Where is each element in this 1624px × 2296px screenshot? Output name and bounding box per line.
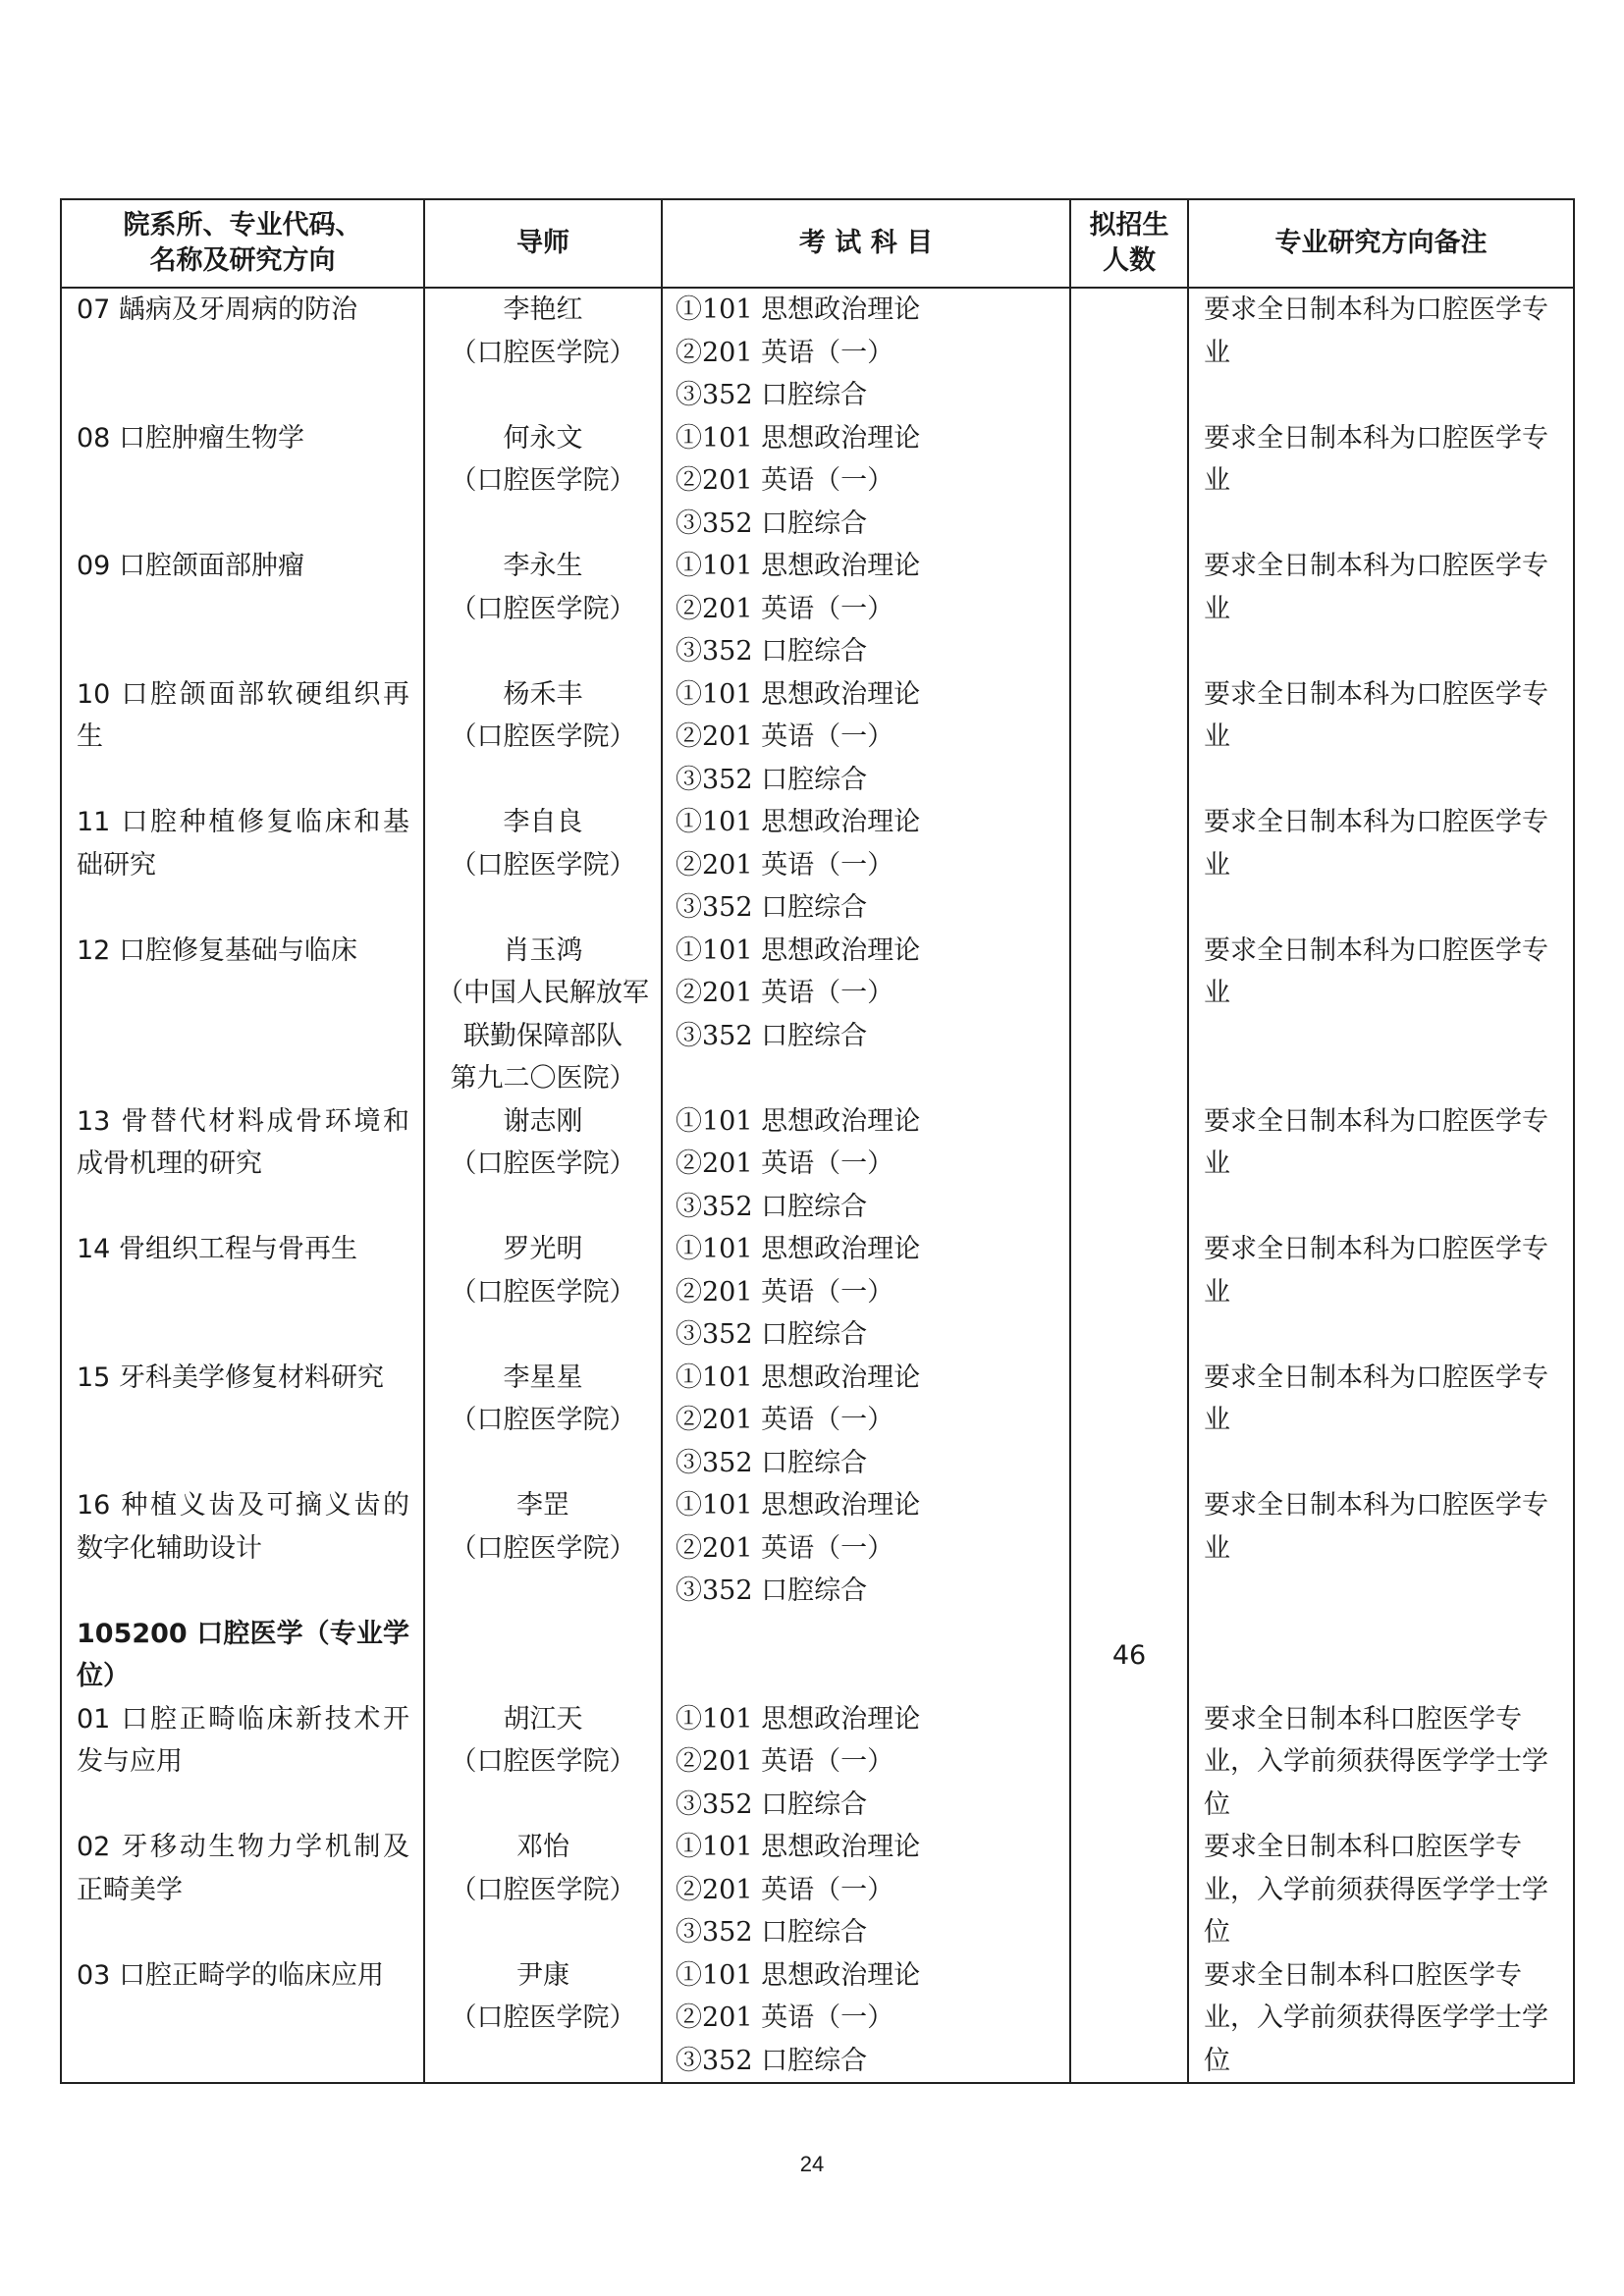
tutor-affiliation: （口腔医学院） <box>450 593 636 624</box>
notes-cell: 要求全日制本科为口腔医学专业 <box>1188 801 1574 930</box>
tutor-cell <box>424 1954 662 2084</box>
exam-subject: ①101 思想政治理论 <box>676 1959 921 1991</box>
exam-subject: ①101 思想政治理论 <box>676 807 921 837</box>
exam-subjects-cell <box>662 417 1070 546</box>
tutor-affiliation: （口腔医学院） <box>450 849 636 881</box>
exam-subject: ②201 英语（一） <box>676 593 894 624</box>
exam-subjects-cell <box>662 801 1070 930</box>
tutor-affiliation: （口腔医学院） <box>450 1874 636 1905</box>
notes-cell: 要求全日制本科为口腔医学专业 <box>1188 417 1574 546</box>
exam-subjects-cell <box>662 1484 1070 1613</box>
notes-cell: 要求全日制本科为口腔医学专业 <box>1188 1484 1574 1613</box>
direction-cell <box>61 801 424 930</box>
program-subjects-cell <box>662 1613 1070 1698</box>
program-cell <box>61 1613 424 1698</box>
exam-subject: ②201 英语（一） <box>676 1148 894 1179</box>
quota-cell <box>1070 1484 1188 1613</box>
table-body <box>61 288 1574 2083</box>
direction-name: 牙科美学修复材料研究 <box>118 1362 384 1393</box>
direction-code: 12 <box>77 934 111 966</box>
direction-name: 骨替代材料成骨环境和成骨机理的研究 <box>77 1105 409 1179</box>
direction-name: 口腔颌面部软硬组织再生 <box>77 678 409 752</box>
tutor-affiliation: （口腔医学院） <box>450 2002 636 2033</box>
exam-subject: ②201 英语（一） <box>676 465 894 496</box>
exam-subject: ③352 口腔综合 <box>676 1917 868 1948</box>
header-exam: 考 试 科 目 <box>662 199 1070 288</box>
notes-cell: 要求全日制本科为口腔医学专业 <box>1188 930 1574 1100</box>
exam-subject: ③352 口腔综合 <box>676 1020 868 1051</box>
exam-subject: ①101 思想政治理论 <box>676 1490 921 1521</box>
direction-code: 15 <box>77 1362 111 1393</box>
table-row <box>61 1484 1574 1613</box>
direction-name: 口腔颌面部肿瘤 <box>118 551 304 581</box>
exam-subject: ②201 英语（一） <box>676 1746 894 1777</box>
exam-subjects-cell <box>662 1228 1070 1357</box>
tutor-cell <box>424 1228 662 1357</box>
quota-cell <box>1070 545 1188 673</box>
quota-cell <box>1070 1954 1188 2084</box>
exam-subject: ①101 思想政治理论 <box>676 1703 921 1735</box>
exam-subjects-cell <box>662 545 1070 673</box>
tutor-name: 罗光明 <box>503 1234 583 1264</box>
tutor-cell <box>424 1357 662 1485</box>
tutor-affiliation: （口腔医学院） <box>450 721 636 752</box>
direction-cell <box>61 1484 424 1613</box>
tutor-name: 肖玉鸿 <box>503 934 583 966</box>
direction-cell <box>61 1357 424 1485</box>
quota-cell <box>1070 1100 1188 1229</box>
exam-subject: ②201 英语（一） <box>676 1405 894 1435</box>
table-row <box>61 1826 1574 1954</box>
quota-cell <box>1070 1826 1188 1954</box>
notes-cell: 要求全日制本科为口腔医学专业 <box>1188 1100 1574 1229</box>
direction-cell <box>61 1228 424 1357</box>
table-row <box>61 545 1574 673</box>
exam-subject: ③352 口腔综合 <box>676 380 868 410</box>
program-quota: 46 <box>1070 1613 1188 1698</box>
table-row <box>61 1357 1574 1485</box>
quota-cell <box>1070 1357 1188 1485</box>
exam-subject: ③352 口腔综合 <box>676 636 868 667</box>
direction-cell <box>61 288 424 417</box>
quota-cell <box>1070 673 1188 802</box>
tutor-cell <box>424 288 662 417</box>
notes-cell: 要求全日制本科口腔医学专业，入学前须获得医学学士学位 <box>1188 1698 1574 1827</box>
exam-subject: ③352 口腔综合 <box>676 1789 868 1820</box>
header-quota-line2: 人数 <box>1103 245 1156 276</box>
direction-name: 骨组织工程与骨再生 <box>118 1234 357 1264</box>
direction-cell <box>61 1698 424 1827</box>
direction-name: 口腔正畸学的临床应用 <box>118 1959 384 1991</box>
table-row <box>61 288 1574 417</box>
page-number: 24 <box>799 2152 825 2176</box>
table-row <box>61 417 1574 546</box>
header-direction <box>61 199 424 288</box>
direction-cell <box>61 930 424 1100</box>
header-notes: 专业研究方向备注 <box>1188 199 1574 288</box>
exam-subject: ①101 思想政治理论 <box>676 678 921 710</box>
exam-subject: ①101 思想政治理论 <box>676 1362 921 1393</box>
direction-code: 14 <box>77 1234 111 1264</box>
admissions-table <box>60 198 1575 2084</box>
quota-cell <box>1070 288 1188 417</box>
direction-code: 11 <box>77 807 111 837</box>
exam-subjects-cell <box>662 1826 1070 1954</box>
table-header-row <box>61 199 1574 288</box>
tutor-cell <box>424 1698 662 1827</box>
exam-subjects-cell <box>662 1100 1070 1229</box>
direction-code: 10 <box>77 678 111 710</box>
tutor-name: 何永文 <box>503 422 583 454</box>
exam-subject: ③352 口腔综合 <box>676 1575 868 1606</box>
tutor-cell <box>424 545 662 673</box>
exam-subject: ③352 口腔综合 <box>676 1319 868 1350</box>
exam-subjects-cell <box>662 1357 1070 1485</box>
tutor-cell <box>424 1484 662 1613</box>
exam-subjects-cell <box>662 1954 1070 2084</box>
tutor-affiliation: （口腔医学院） <box>450 1276 636 1308</box>
tutor-affiliation: （口腔医学院） <box>450 1532 636 1564</box>
direction-name: 口腔肿瘤生物学 <box>118 422 304 454</box>
tutor-affiliation: （口腔医学院） <box>450 1148 636 1179</box>
exam-subject: ②201 英语（一） <box>676 978 894 1008</box>
exam-subject: ③352 口腔综合 <box>676 507 868 539</box>
tutor-cell <box>424 930 662 1100</box>
tutor-name: 胡江天 <box>503 1703 583 1735</box>
exam-subject: ③352 口腔综合 <box>676 1191 868 1222</box>
tutor-affiliation: 联勤保障部队 <box>463 1020 623 1051</box>
direction-name: 口腔正畸临床新技术开发与应用 <box>77 1703 409 1777</box>
quota-cell <box>1070 417 1188 546</box>
exam-subject: ②201 英语（一） <box>676 721 894 752</box>
direction-code: 03 <box>77 1959 111 1991</box>
direction-cell <box>61 673 424 802</box>
direction-name: 口腔修复基础与临床 <box>118 934 357 966</box>
exam-subject: ①101 思想政治理论 <box>676 1105 921 1137</box>
direction-cell <box>61 545 424 673</box>
tutor-affiliation: 第九二〇医院） <box>450 1063 636 1094</box>
table-row <box>61 1228 1574 1357</box>
tutor-affiliation: （口腔医学院） <box>450 1405 636 1435</box>
tutor-cell <box>424 801 662 930</box>
tutor-name: 李星星 <box>503 1362 583 1393</box>
tutor-cell <box>424 673 662 802</box>
direction-cell <box>61 1954 424 2084</box>
direction-name: 口腔种植修复临床和基础研究 <box>77 807 409 881</box>
direction-code: 16 <box>77 1490 111 1521</box>
table-row <box>61 673 1574 802</box>
table-row <box>61 1954 1574 2084</box>
direction-code: 07 <box>77 294 111 325</box>
direction-name: 种植义齿及可摘义齿的数字化辅助设计 <box>77 1490 409 1564</box>
header-quota <box>1070 199 1188 288</box>
table-row <box>61 1698 1574 1827</box>
notes-cell: 要求全日制本科口腔医学专业，入学前须获得医学学士学位 <box>1188 1954 1574 2084</box>
tutor-name: 杨禾丰 <box>503 678 583 710</box>
direction-cell <box>61 1826 424 1954</box>
exam-subject: ①101 思想政治理论 <box>676 1234 921 1264</box>
exam-subjects-cell <box>662 673 1070 802</box>
notes-cell: 要求全日制本科为口腔医学专业 <box>1188 288 1574 417</box>
exam-subject: ①101 思想政治理论 <box>676 551 921 581</box>
tutor-affiliation: （口腔医学院） <box>450 1746 636 1777</box>
exam-subject: ③352 口腔综合 <box>676 892 868 923</box>
tutor-affiliation: （口腔医学院） <box>450 337 636 368</box>
program-code: 105200 <box>77 1618 188 1649</box>
header-quota-line1: 拟招生 <box>1089 210 1169 240</box>
tutor-cell <box>424 1826 662 1954</box>
direction-code: 08 <box>77 422 111 454</box>
header-direction-line2: 名称及研究方向 <box>149 245 336 276</box>
direction-code: 09 <box>77 551 111 581</box>
exam-subjects-cell <box>662 930 1070 1100</box>
quota-cell <box>1070 1228 1188 1357</box>
table-row <box>61 801 1574 930</box>
tutor-name: 邓怡 <box>516 1832 569 1862</box>
header-direction-line1: 院系所、专业代码、 <box>123 210 362 240</box>
notes-cell: 要求全日制本科为口腔医学专业 <box>1188 673 1574 802</box>
notes-cell: 要求全日制本科为口腔医学专业 <box>1188 545 1574 673</box>
tutor-name: 李自良 <box>503 807 583 837</box>
direction-name: 龋病及牙周病的防治 <box>118 294 357 325</box>
program-name: 口腔医学（专业学位） <box>77 1618 410 1691</box>
notes-cell: 要求全日制本科口腔医学专业，入学前须获得医学学士学位 <box>1188 1826 1574 1954</box>
quota-cell <box>1070 1698 1188 1827</box>
program-notes-cell <box>1188 1613 1574 1698</box>
exam-subject: ②201 英语（一） <box>676 337 894 368</box>
direction-name: 牙移动生物力学机制及正畸美学 <box>77 1832 409 1905</box>
exam-subjects-cell <box>662 288 1070 417</box>
exam-subject: ③352 口腔综合 <box>676 2045 868 2076</box>
quota-cell <box>1070 930 1188 1100</box>
tutor-cell <box>424 1100 662 1229</box>
direction-cell <box>61 1100 424 1229</box>
direction-code: 13 <box>77 1105 111 1137</box>
exam-subject: ②201 英语（一） <box>676 1276 894 1308</box>
exam-subject: ③352 口腔综合 <box>676 764 868 795</box>
direction-code: 02 <box>77 1832 111 1862</box>
exam-subject: ②201 英语（一） <box>676 849 894 881</box>
tutor-name: 李永生 <box>503 551 583 581</box>
exam-subject: ①101 思想政治理论 <box>676 422 921 454</box>
notes-cell: 要求全日制本科为口腔医学专业 <box>1188 1357 1574 1485</box>
exam-subject: ①101 思想政治理论 <box>676 934 921 966</box>
notes-cell: 要求全日制本科为口腔医学专业 <box>1188 1228 1574 1357</box>
tutor-cell <box>424 417 662 546</box>
exam-subject: ②201 英语（一） <box>676 1874 894 1905</box>
header-tutor: 导师 <box>424 199 662 288</box>
exam-subject: ①101 思想政治理论 <box>676 1832 921 1862</box>
table-row <box>61 930 1574 1100</box>
tutor-affiliation: （口腔医学院） <box>450 465 636 496</box>
tutor-name: 尹康 <box>516 1959 569 1991</box>
tutor-affiliation: （中国人民解放军 <box>437 978 649 1008</box>
direction-code: 01 <box>77 1703 111 1735</box>
program-row <box>61 1613 1574 1698</box>
exam-subject: ②201 英语（一） <box>676 2002 894 2033</box>
program-tutor-cell <box>424 1613 662 1698</box>
direction-cell <box>61 417 424 546</box>
tutor-name: 李艳红 <box>503 294 583 325</box>
tutor-name: 谢志刚 <box>503 1105 583 1137</box>
table-row <box>61 1100 1574 1229</box>
exam-subject: ③352 口腔综合 <box>676 1447 868 1478</box>
exam-subjects-cell <box>662 1698 1070 1827</box>
exam-subject: ②201 英语（一） <box>676 1532 894 1564</box>
exam-subject: ①101 思想政治理论 <box>676 294 921 325</box>
tutor-name: 李罡 <box>516 1490 569 1521</box>
quota-cell <box>1070 801 1188 930</box>
